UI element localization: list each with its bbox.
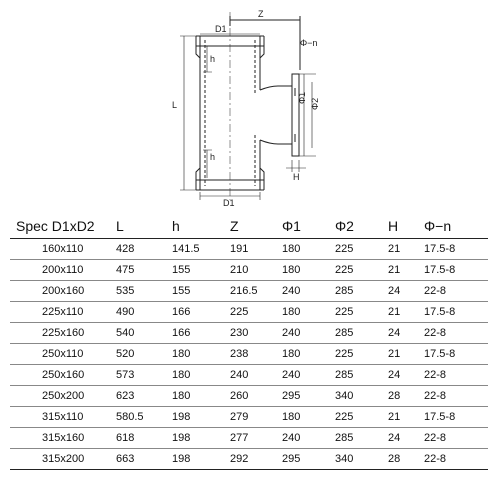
cell-z: 230	[230, 323, 282, 344]
cell-phi2: 225	[335, 260, 388, 281]
cell-l: 520	[116, 344, 172, 365]
cell-h: 198	[172, 449, 230, 470]
cell-big-h: 21	[388, 260, 424, 281]
cell-big-h: 24	[388, 323, 424, 344]
cell-phi1: 180	[282, 302, 335, 323]
cell-phi1: 240	[282, 281, 335, 302]
table-row	[10, 407, 488, 428]
label-z: Z	[258, 9, 264, 19]
label-d1-top: D1	[215, 24, 227, 34]
cell-phi-n: 17.5-8	[424, 302, 488, 323]
cell-spec: 315x200	[10, 449, 116, 470]
header-big-h: H	[388, 214, 424, 239]
cell-h: 141.5	[172, 239, 230, 260]
cell-phi-n: 17.5-8	[424, 407, 488, 428]
cell-spec: 315x160	[10, 428, 116, 449]
table-row	[10, 428, 488, 449]
cell-phi1: 180	[282, 407, 335, 428]
cell-z: 292	[230, 449, 282, 470]
branch-lower	[260, 140, 292, 144]
label-big-h: H	[293, 172, 300, 182]
cell-l: 663	[116, 449, 172, 470]
cell-big-h: 21	[388, 239, 424, 260]
table-header-row	[10, 214, 488, 239]
cell-phi1: 240	[282, 323, 335, 344]
cell-phi2: 225	[335, 302, 388, 323]
label-phi2: Φ2	[310, 97, 320, 110]
cell-spec: 160x110	[10, 239, 116, 260]
cell-phi1: 180	[282, 344, 335, 365]
label-phi1: Φ1	[297, 91, 307, 104]
table-row	[10, 281, 488, 302]
cell-z: 279	[230, 407, 282, 428]
cell-z: 225	[230, 302, 282, 323]
cell-h: 155	[172, 260, 230, 281]
table-row	[10, 386, 488, 407]
cell-phi1: 295	[282, 449, 335, 470]
cell-h: 166	[172, 323, 230, 344]
l-dimension	[180, 36, 198, 190]
phi-dimensions	[298, 74, 316, 156]
cell-phi2: 340	[335, 386, 388, 407]
cell-big-h: 21	[388, 344, 424, 365]
table-row	[10, 260, 488, 281]
tee-section-svg	[0, 0, 500, 212]
cell-phi1: 180	[282, 239, 335, 260]
cell-h: 166	[172, 302, 230, 323]
table-row	[10, 344, 488, 365]
cell-phi1: 295	[282, 386, 335, 407]
label-h-top: h	[210, 54, 216, 64]
cell-big-h: 24	[388, 428, 424, 449]
cell-phi1: 180	[282, 260, 335, 281]
cell-phi-n: 17.5-8	[424, 260, 488, 281]
cell-h: 198	[172, 407, 230, 428]
header-h: h	[172, 214, 230, 239]
header-phi-n: Φ−n	[424, 214, 488, 239]
cell-phi-n: 17.5-8	[424, 344, 488, 365]
label-l: L	[172, 100, 178, 110]
cell-z: 191	[230, 239, 282, 260]
cell-phi2: 285	[335, 428, 388, 449]
branch-flange	[292, 74, 299, 156]
cell-h: 198	[172, 428, 230, 449]
cell-phi-n: 22-8	[424, 449, 488, 470]
table-row	[10, 449, 488, 470]
cell-big-h: 28	[388, 386, 424, 407]
cell-phi2: 225	[335, 239, 388, 260]
cell-l: 618	[116, 428, 172, 449]
cell-l: 535	[116, 281, 172, 302]
cell-h: 180	[172, 344, 230, 365]
cell-phi2: 340	[335, 449, 388, 470]
cell-phi-n: 22-8	[424, 281, 488, 302]
cell-big-h: 21	[388, 407, 424, 428]
label-phi-n: Φ−n	[300, 38, 318, 48]
cell-h: 180	[172, 386, 230, 407]
cell-phi1: 240	[282, 428, 335, 449]
branch-upper	[260, 86, 292, 90]
cell-h: 180	[172, 365, 230, 386]
cell-big-h: 21	[388, 302, 424, 323]
cell-l: 623	[116, 386, 172, 407]
cell-big-h: 24	[388, 365, 424, 386]
cell-phi-n: 22-8	[424, 365, 488, 386]
label-d1-bottom: D1	[223, 198, 235, 208]
cell-phi2: 285	[335, 365, 388, 386]
cell-l: 490	[116, 302, 172, 323]
label-h-bottom: h	[210, 152, 216, 162]
header-phi1: Φ1	[282, 214, 335, 239]
cell-h: 155	[172, 281, 230, 302]
cell-phi-n: 22-8	[424, 386, 488, 407]
big-h-dimension	[286, 160, 306, 172]
cell-phi-n: 17.5-8	[424, 239, 488, 260]
cell-phi-n: 22-8	[424, 323, 488, 344]
cell-spec: 315x110	[10, 407, 116, 428]
cell-phi2: 285	[335, 281, 388, 302]
header-phi2: Φ2	[335, 214, 388, 239]
cell-l: 428	[116, 239, 172, 260]
cell-z: 260	[230, 386, 282, 407]
cell-z: 210	[230, 260, 282, 281]
cell-phi1: 240	[282, 365, 335, 386]
pipe-tee-drawing	[0, 0, 500, 212]
cell-spec: 225x110	[10, 302, 116, 323]
cell-spec: 250x160	[10, 365, 116, 386]
table-row	[10, 302, 488, 323]
table-row	[10, 239, 488, 260]
cell-phi2: 225	[335, 407, 388, 428]
cell-z: 277	[230, 428, 282, 449]
cell-spec: 200x160	[10, 281, 116, 302]
table-row	[10, 365, 488, 386]
cell-spec: 225x160	[10, 323, 116, 344]
cell-z: 240	[230, 365, 282, 386]
cell-phi2: 285	[335, 323, 388, 344]
header-z: Z	[230, 214, 282, 239]
cell-phi2: 225	[335, 344, 388, 365]
cell-spec: 250x110	[10, 344, 116, 365]
cell-l: 573	[116, 365, 172, 386]
cell-l: 540	[116, 323, 172, 344]
header-spec: Spec D1xD2	[10, 214, 116, 239]
z-dimension	[230, 16, 300, 70]
cell-spec: 250x200	[10, 386, 116, 407]
cell-spec: 200x110	[10, 260, 116, 281]
cell-z: 238	[230, 344, 282, 365]
cell-l: 475	[116, 260, 172, 281]
cell-z: 216.5	[230, 281, 282, 302]
cell-phi-n: 22-8	[424, 428, 488, 449]
cell-big-h: 28	[388, 449, 424, 470]
header-l: L	[116, 214, 172, 239]
spec-table	[10, 214, 488, 470]
table-row	[10, 323, 488, 344]
cell-l: 580.5	[116, 407, 172, 428]
cell-big-h: 24	[388, 281, 424, 302]
